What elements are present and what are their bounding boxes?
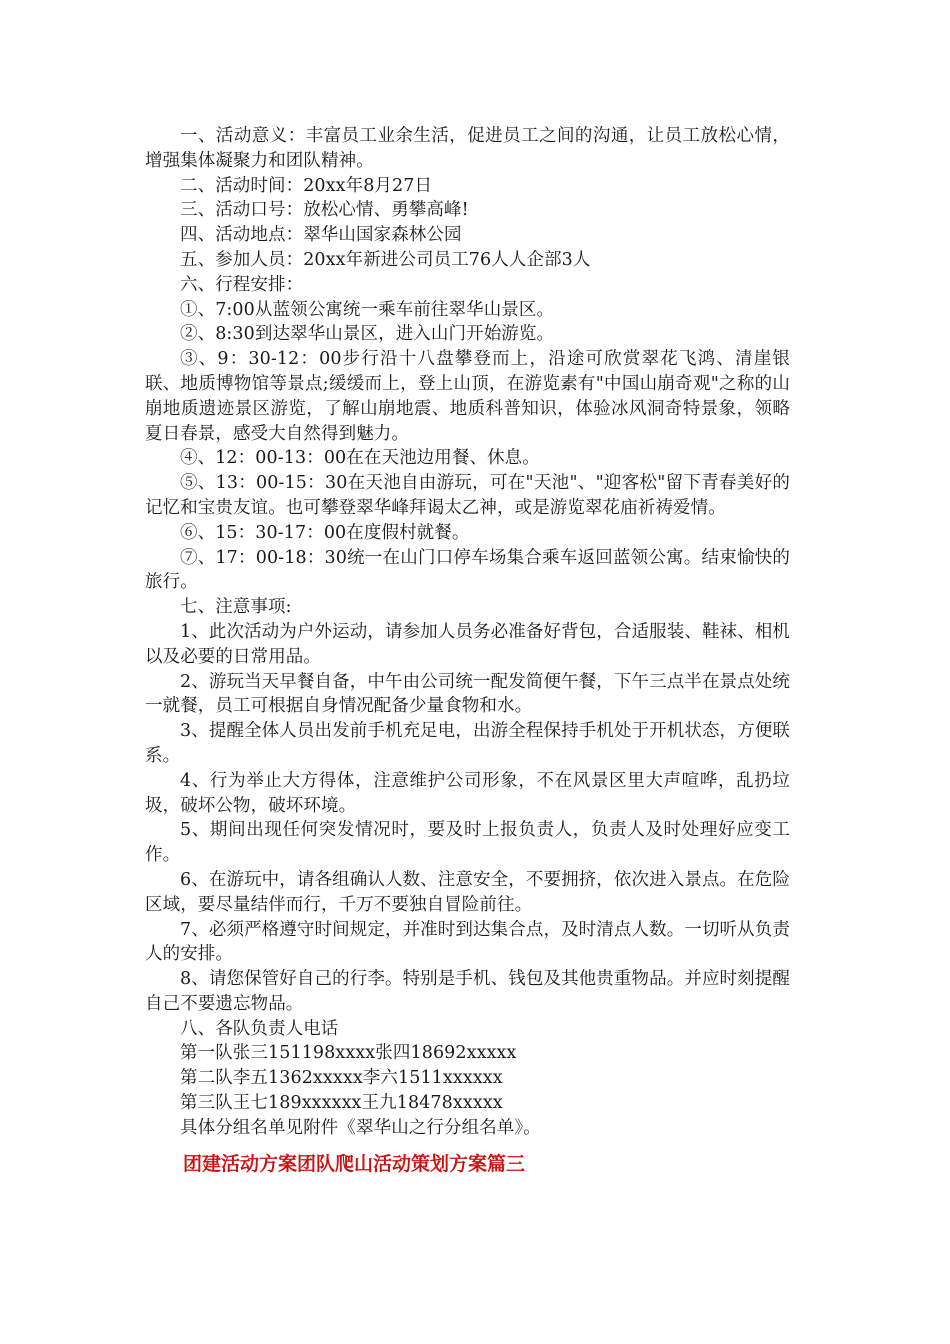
contact-team-2: 第二队李五1362xxxxx李六1511xxxxxx bbox=[180, 1068, 503, 1089]
paragraph-attachment-note: 具体分组名单见附件《翠华山之行分组名单》。 bbox=[180, 1117, 541, 1138]
section-heading: 团建活动方案团队爬山活动策划方案篇三 bbox=[183, 1152, 526, 1175]
schedule-item-5: ⑤、13：00-15：30在天池自由游玩，可在"天池"、"迎客松"留下青春美好的记忆和宝贵友谊。也可攀登翠华峰拜谒太乙神，或是游览翠花庙祈祷爱情。 bbox=[145, 473, 790, 518]
paragraph-slogan: 三、活动口号：放松心情、勇攀高峰! bbox=[180, 200, 469, 221]
note-item-7: 7、必须严格遵守时间规定，并准时到达集合点，及时清点人数。一切听从负责人的安排。 bbox=[145, 919, 790, 965]
schedule-item-1: ①、7:00从蓝领公寓统一乘车前往翠华山景区。 bbox=[180, 299, 555, 320]
schedule-item-6: ⑥、15：30-17：00在度假村就餐。 bbox=[180, 522, 470, 543]
contact-team-1: 第一队张三151198xxxx张四18692xxxxx bbox=[180, 1043, 517, 1064]
paragraph-notes-title: 七、注意事项: bbox=[180, 597, 292, 618]
paragraph-schedule-title: 六、行程安排： bbox=[180, 274, 304, 295]
note-item-4: 4、行为举止大方得体，注意维护公司形象，不在风景区里大声喧哗，乱扔垃圾，破坏公物，破坏环境。 bbox=[145, 770, 790, 816]
schedule-item-4: ④、12：00-13：00在在天池边用餐、休息。 bbox=[180, 448, 540, 469]
paragraph-contacts-title: 八、各队负责人电话 bbox=[180, 1018, 339, 1039]
paragraph-participants: 五、参加人员：20xx年新进公司员工76人人企部3人 bbox=[180, 249, 591, 270]
note-item-8: 8、请您保管好自己的行李。特别是手机、钱包及其他贵重物品。并应时刻提醒自己不要遗忘物品。 bbox=[145, 969, 790, 1014]
note-item-6: 6、在游玩中，请各组确认人数、注意安全，不要拥挤，依次进入景点。在危险区域，要尽量结伴而行，千万不要独自冒险前往。 bbox=[145, 869, 790, 915]
note-item-2: 2、游玩当天早餐自备，中午由公司统一配发简便午餐，下午三点半在景点处统一就餐，员工可根据自身情况配备少量食物和水。 bbox=[145, 671, 790, 717]
schedule-item-7: ⑦、17：00-18：30统一在山门口停车场集合乘车返回蓝领公寓。结束愉快的旅行。 bbox=[145, 547, 790, 593]
schedule-item-2: ②、8:30到达翠华山景区，进入山门开始游览。 bbox=[180, 324, 555, 345]
note-item-5: 5、期间出现任何突发情况时，要及时上报负责人，负责人及时处理好应变工作。 bbox=[145, 820, 790, 866]
paragraph-time: 二、活动时间：20xx年8月27日 bbox=[180, 175, 433, 196]
paragraph-location: 四、活动地点：翠华山国家森林公园 bbox=[180, 225, 462, 246]
contact-team-3: 第三队王七189xxxxxx王九18478xxxxx bbox=[180, 1093, 503, 1114]
paragraph-purpose: 一、活动意义：丰富员工业余生活，促进员工之间的沟通，让员工放松心情，增强集体凝聚力和团队精神。 bbox=[145, 126, 790, 171]
note-item-1: 1、此次活动为户外运动，请参加人员务必准备好背包，合适服装、鞋袜、相机以及必要的日常用品。 bbox=[145, 621, 790, 667]
document-body bbox=[145, 124, 790, 1179]
schedule-item-3: ③、9：30-12：00步行沿十八盘攀登而上，沿途可欣赏翠花飞鸿、清崖银联、地质博物馆等景点;缓缓而上，登上山顶，在游览素有"中国山崩奇观"之称的山崩地质遗迹景区游览，了解山崩地震、地质科普知识，体验冰风洞奇特景象，领略夏日春景，感受大自然得到魅力。 bbox=[145, 349, 790, 444]
note-item-3: 3、提醒全体人员出发前手机充足电，出游全程保持手机处于开机状态，方便联系。 bbox=[145, 721, 790, 766]
